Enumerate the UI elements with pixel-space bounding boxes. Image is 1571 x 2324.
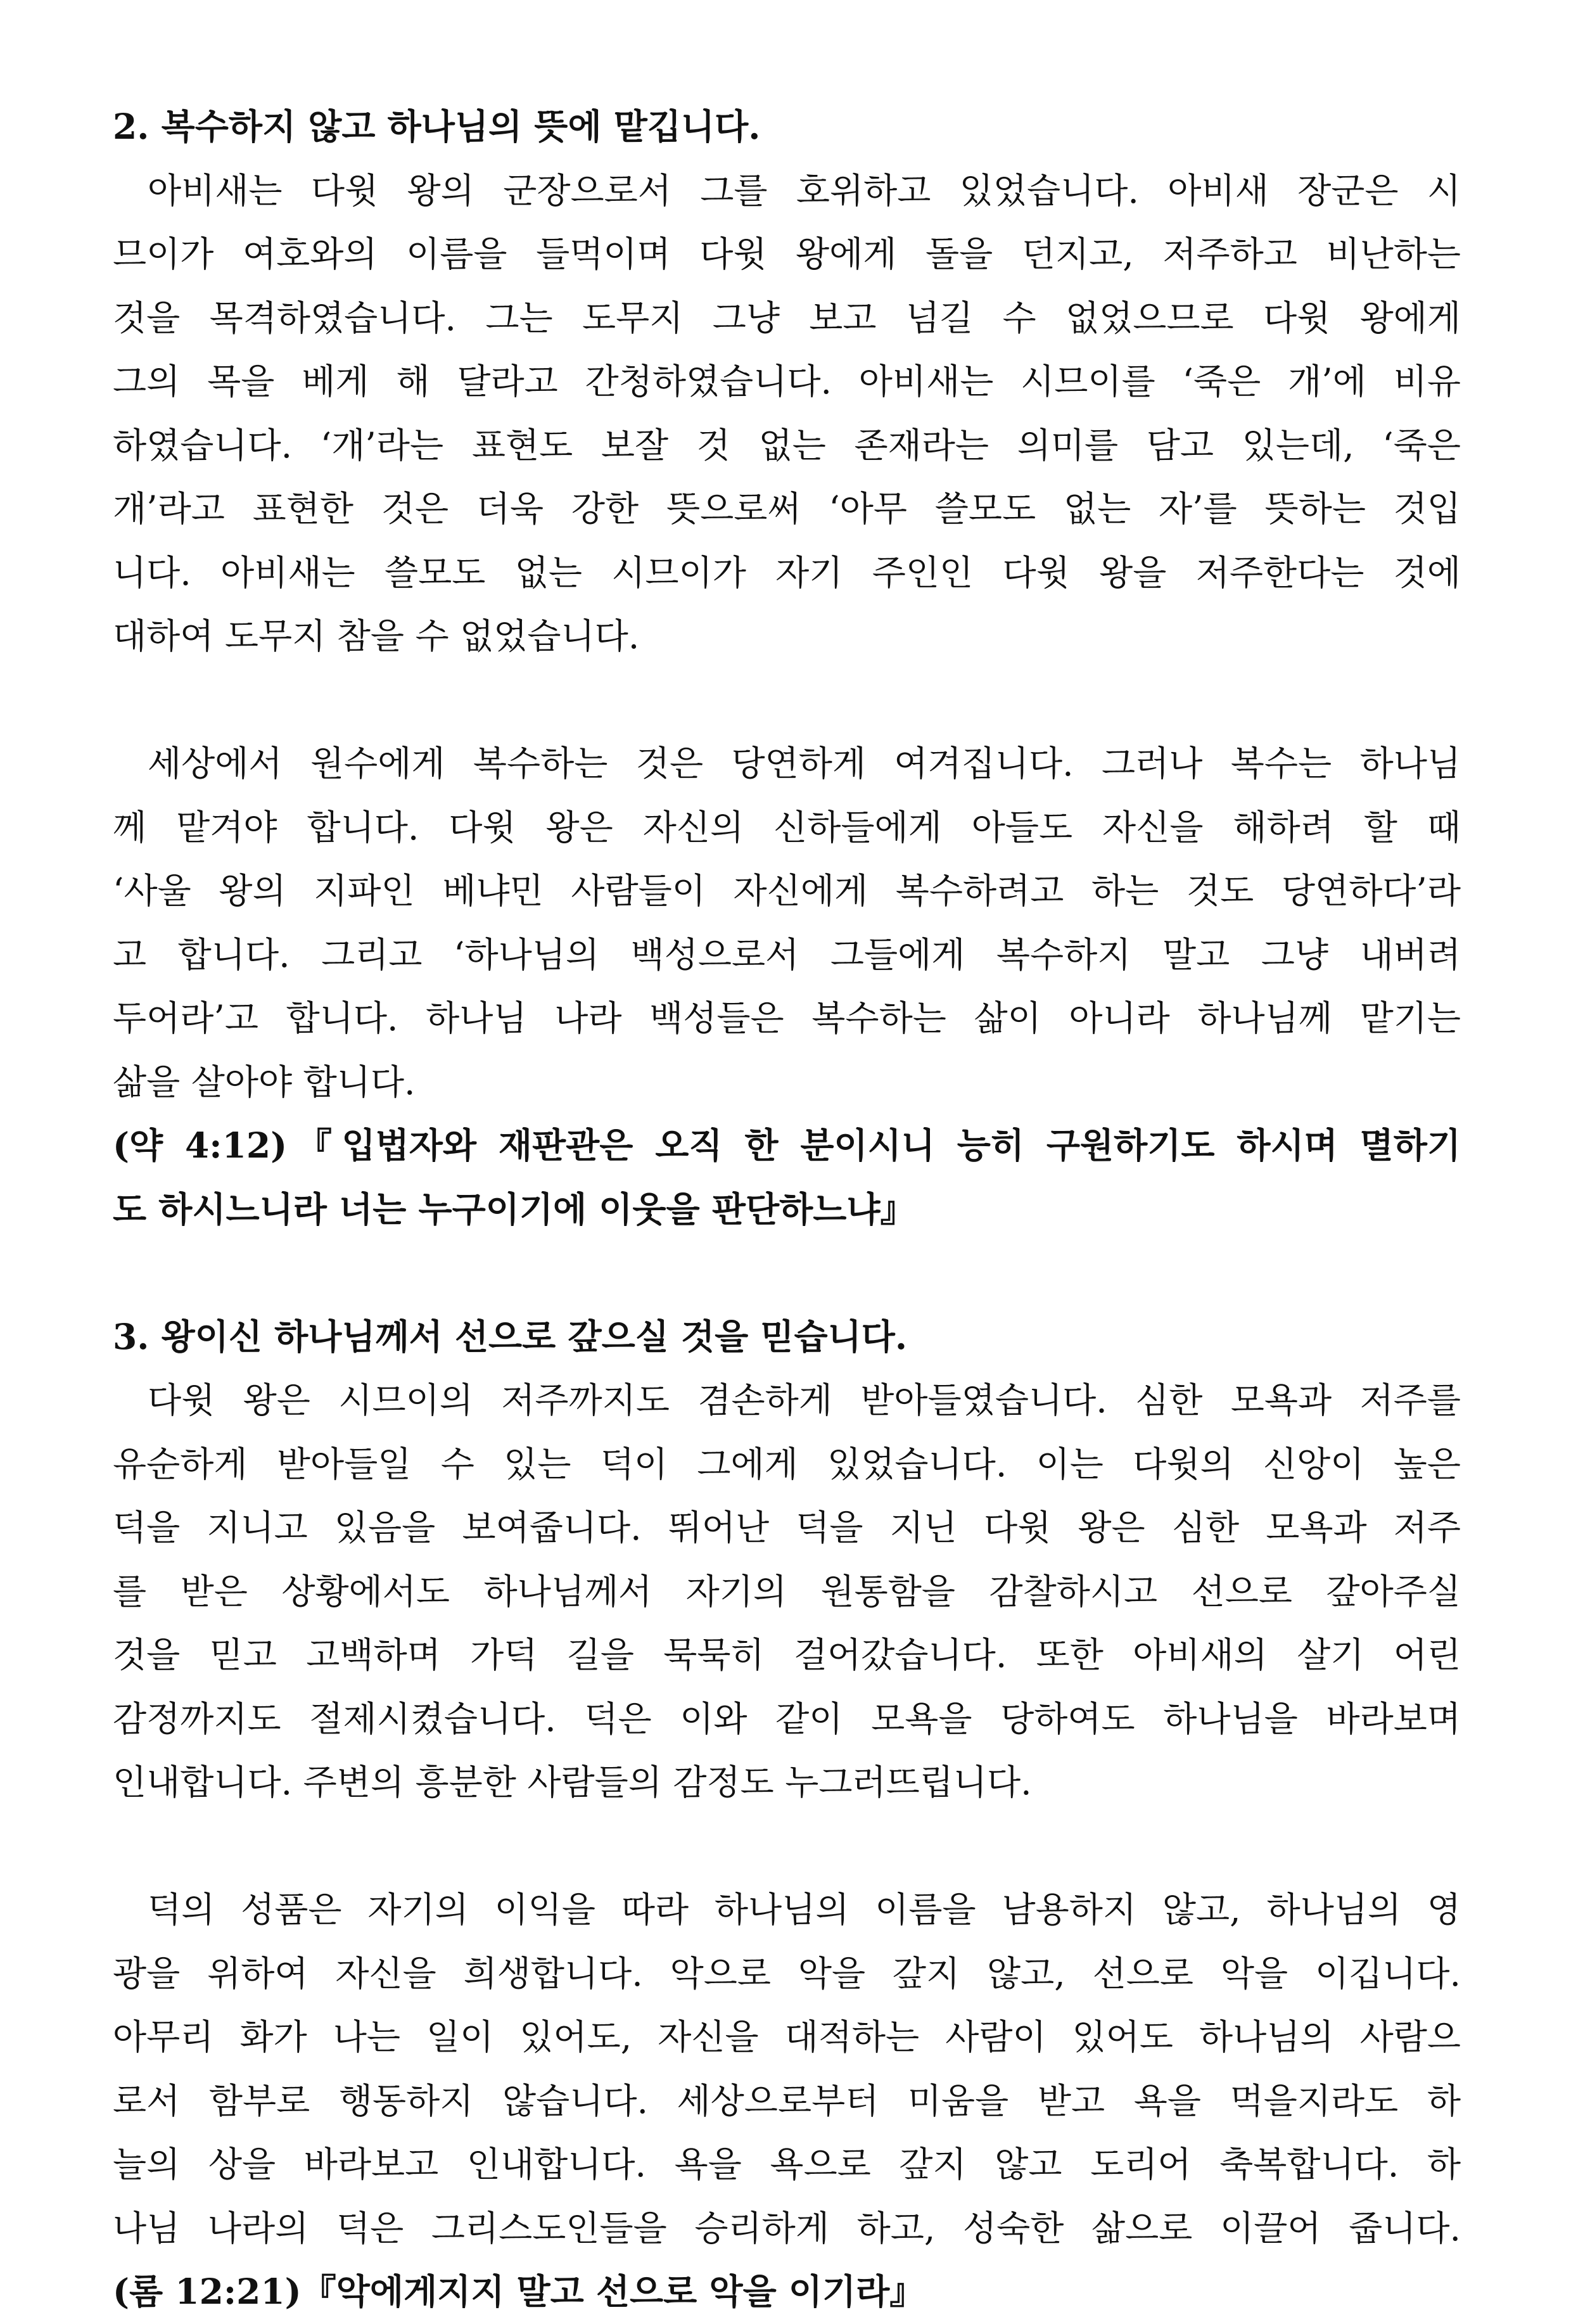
paragraph-spacer — [113, 1815, 1461, 1879]
text-line: 나님 나라의 덕은 그리스도인들을 승리하게 하고, 성숙한 삶으로 이끌어 줍니다. — [113, 2207, 1461, 2249]
section-3-heading: 3. 왕이신 하나님께서 선으로 갚으실 것을 믿습니다. — [113, 1315, 908, 1357]
text-line: 삶을 살아야 합니다. — [113, 1061, 416, 1102]
text-line: 께 맡겨야 합니다. 다윗 왕은 자신의 신하들에게 아들도 자신을 해하려 할 때 — [113, 807, 1461, 848]
text-line: 두어라’고 합니다. 하나님 나라 백성들은 복수하는 삶이 아니라 하나님께 맡기는 — [113, 998, 1461, 1038]
text-line: 덕의 성품은 자기의 이익을 따라 하나님의 이름을 남용하지 않고, 하나님의 영 — [148, 1889, 1461, 1930]
text-line: 개’라고 표현한 것은 더욱 강한 뜻으로써 ‘아무 쓸모도 없는 자’를 뜻하는 것입 — [113, 488, 1461, 529]
text-line: 로서 함부로 행동하지 않습니다. 세상으로부터 미움을 받고 욕을 먹을지라도 하 — [113, 2080, 1461, 2121]
verse-line: 도 하시느니라 너는 누구이기에 이웃을 판단하느냐』 — [113, 1188, 915, 1230]
paragraph-spacer — [113, 668, 1461, 732]
text-line: 므이가 여호와의 이름을 들먹이며 다윗 왕에게 돌을 던지고, 저주하고 비난하는 — [113, 234, 1461, 274]
text-line: 니다. 아비새는 쓸모도 없는 시므이가 자기 주인인 다윗 왕을 저주한다는 것에 — [113, 552, 1461, 593]
text-line: 늘의 상을 바라보고 인내합니다. 욕을 욕으로 갚지 않고 도리어 축복합니다. 하 — [113, 2144, 1461, 2185]
text-line: 를 받은 상황에서도 하나님께서 자기의 원통함을 감찰하시고 선으로 갚아주실 — [113, 1571, 1461, 1612]
verse-line: (롬 12:21)『악에게지지 말고 선으로 악을 이기라』 — [113, 2271, 925, 2312]
section-2-paragraph-2 — [113, 732, 1461, 1114]
text-line: 고 합니다. 그리고 ‘하나님의 백성으로서 그들에게 복수하지 말고 그냥 내버려 — [113, 934, 1461, 975]
text-line: 덕을 지니고 있음을 보여줍니다. 뛰어난 덕을 지닌 다윗 왕은 심한 모욕과 저주 — [113, 1507, 1461, 1548]
text-line: 감정까지도 절제시켰습니다. 덕은 이와 같이 모욕을 당하여도 하나님을 바라보며 — [113, 1698, 1461, 1739]
text-line: 광을 위하여 자신을 희생합니다. 악으로 악을 갚지 않고, 선으로 악을 이깁니다. — [113, 1953, 1461, 1994]
text-line: 대하여 도무지 참을 수 없었습니다. — [113, 616, 640, 656]
text-line: ‘사울 왕의 지파인 베냐민 사람들이 자신에게 복수하려고 하는 것도 당연하다’라 — [113, 871, 1461, 911]
text-line: 다윗 왕은 시므이의 저주까지도 겸손하게 받아들였습니다. 심한 모욕과 저주를 — [148, 1380, 1461, 1421]
text-line: 아비새는 다윗 왕의 군장으로서 그를 호위하고 있었습니다. 아비새 장군은 시 — [148, 170, 1461, 211]
document-page — [113, 95, 1461, 2324]
text-line: 하였습니다. ‘개’라는 표현도 보잘 것 없는 존재라는 의미를 담고 있는데, ‘죽은 — [113, 425, 1461, 466]
section-spacer — [113, 1241, 1461, 1305]
section-2-heading: 2. 복수하지 않고 하나님의 뜻에 맡깁니다. — [113, 106, 761, 147]
section-2-scripture-verse — [113, 1114, 1461, 1241]
section-3-paragraph-1 — [113, 1369, 1461, 1815]
text-line: 유순하게 받아들일 수 있는 덕이 그에게 있었습니다. 이는 다윗의 신앙이 높은 — [113, 1443, 1461, 1484]
section-3-scripture-verse — [113, 2260, 1461, 2324]
text-line: 인내합니다. 주변의 흥분한 사람들의 감정도 누그러뜨립니다. — [113, 1762, 1032, 1803]
text-line: 것을 믿고 고백하며 가덕 길을 묵묵히 걸어갔습니다. 또한 아비새의 살기 어린 — [113, 1635, 1461, 1675]
verse-line: (약 4:12)『입법자와 재판관은 오직 한 분이시니 능히 구원하기도 하시며 멸하기 — [113, 1125, 1461, 1166]
text-line: 세상에서 원수에게 복수하는 것은 당연하게 여겨집니다. 그러나 복수는 하나님 — [148, 743, 1461, 784]
text-line: 것을 목격하였습니다. 그는 도무지 그냥 보고 넘길 수 없었으므로 다윗 왕에게 — [113, 297, 1461, 338]
text-line: 아무리 화가 나는 일이 있어도, 자신을 대적하는 사람이 있어도 하나님의 사람으 — [113, 2017, 1461, 2057]
section-2-paragraph-1 — [113, 159, 1461, 668]
text-line: 그의 목을 베게 해 달라고 간청하였습니다. 아비새는 시므이를 ‘죽은 개’에 비유 — [113, 361, 1461, 402]
section-3-paragraph-2 — [113, 1878, 1461, 2260]
